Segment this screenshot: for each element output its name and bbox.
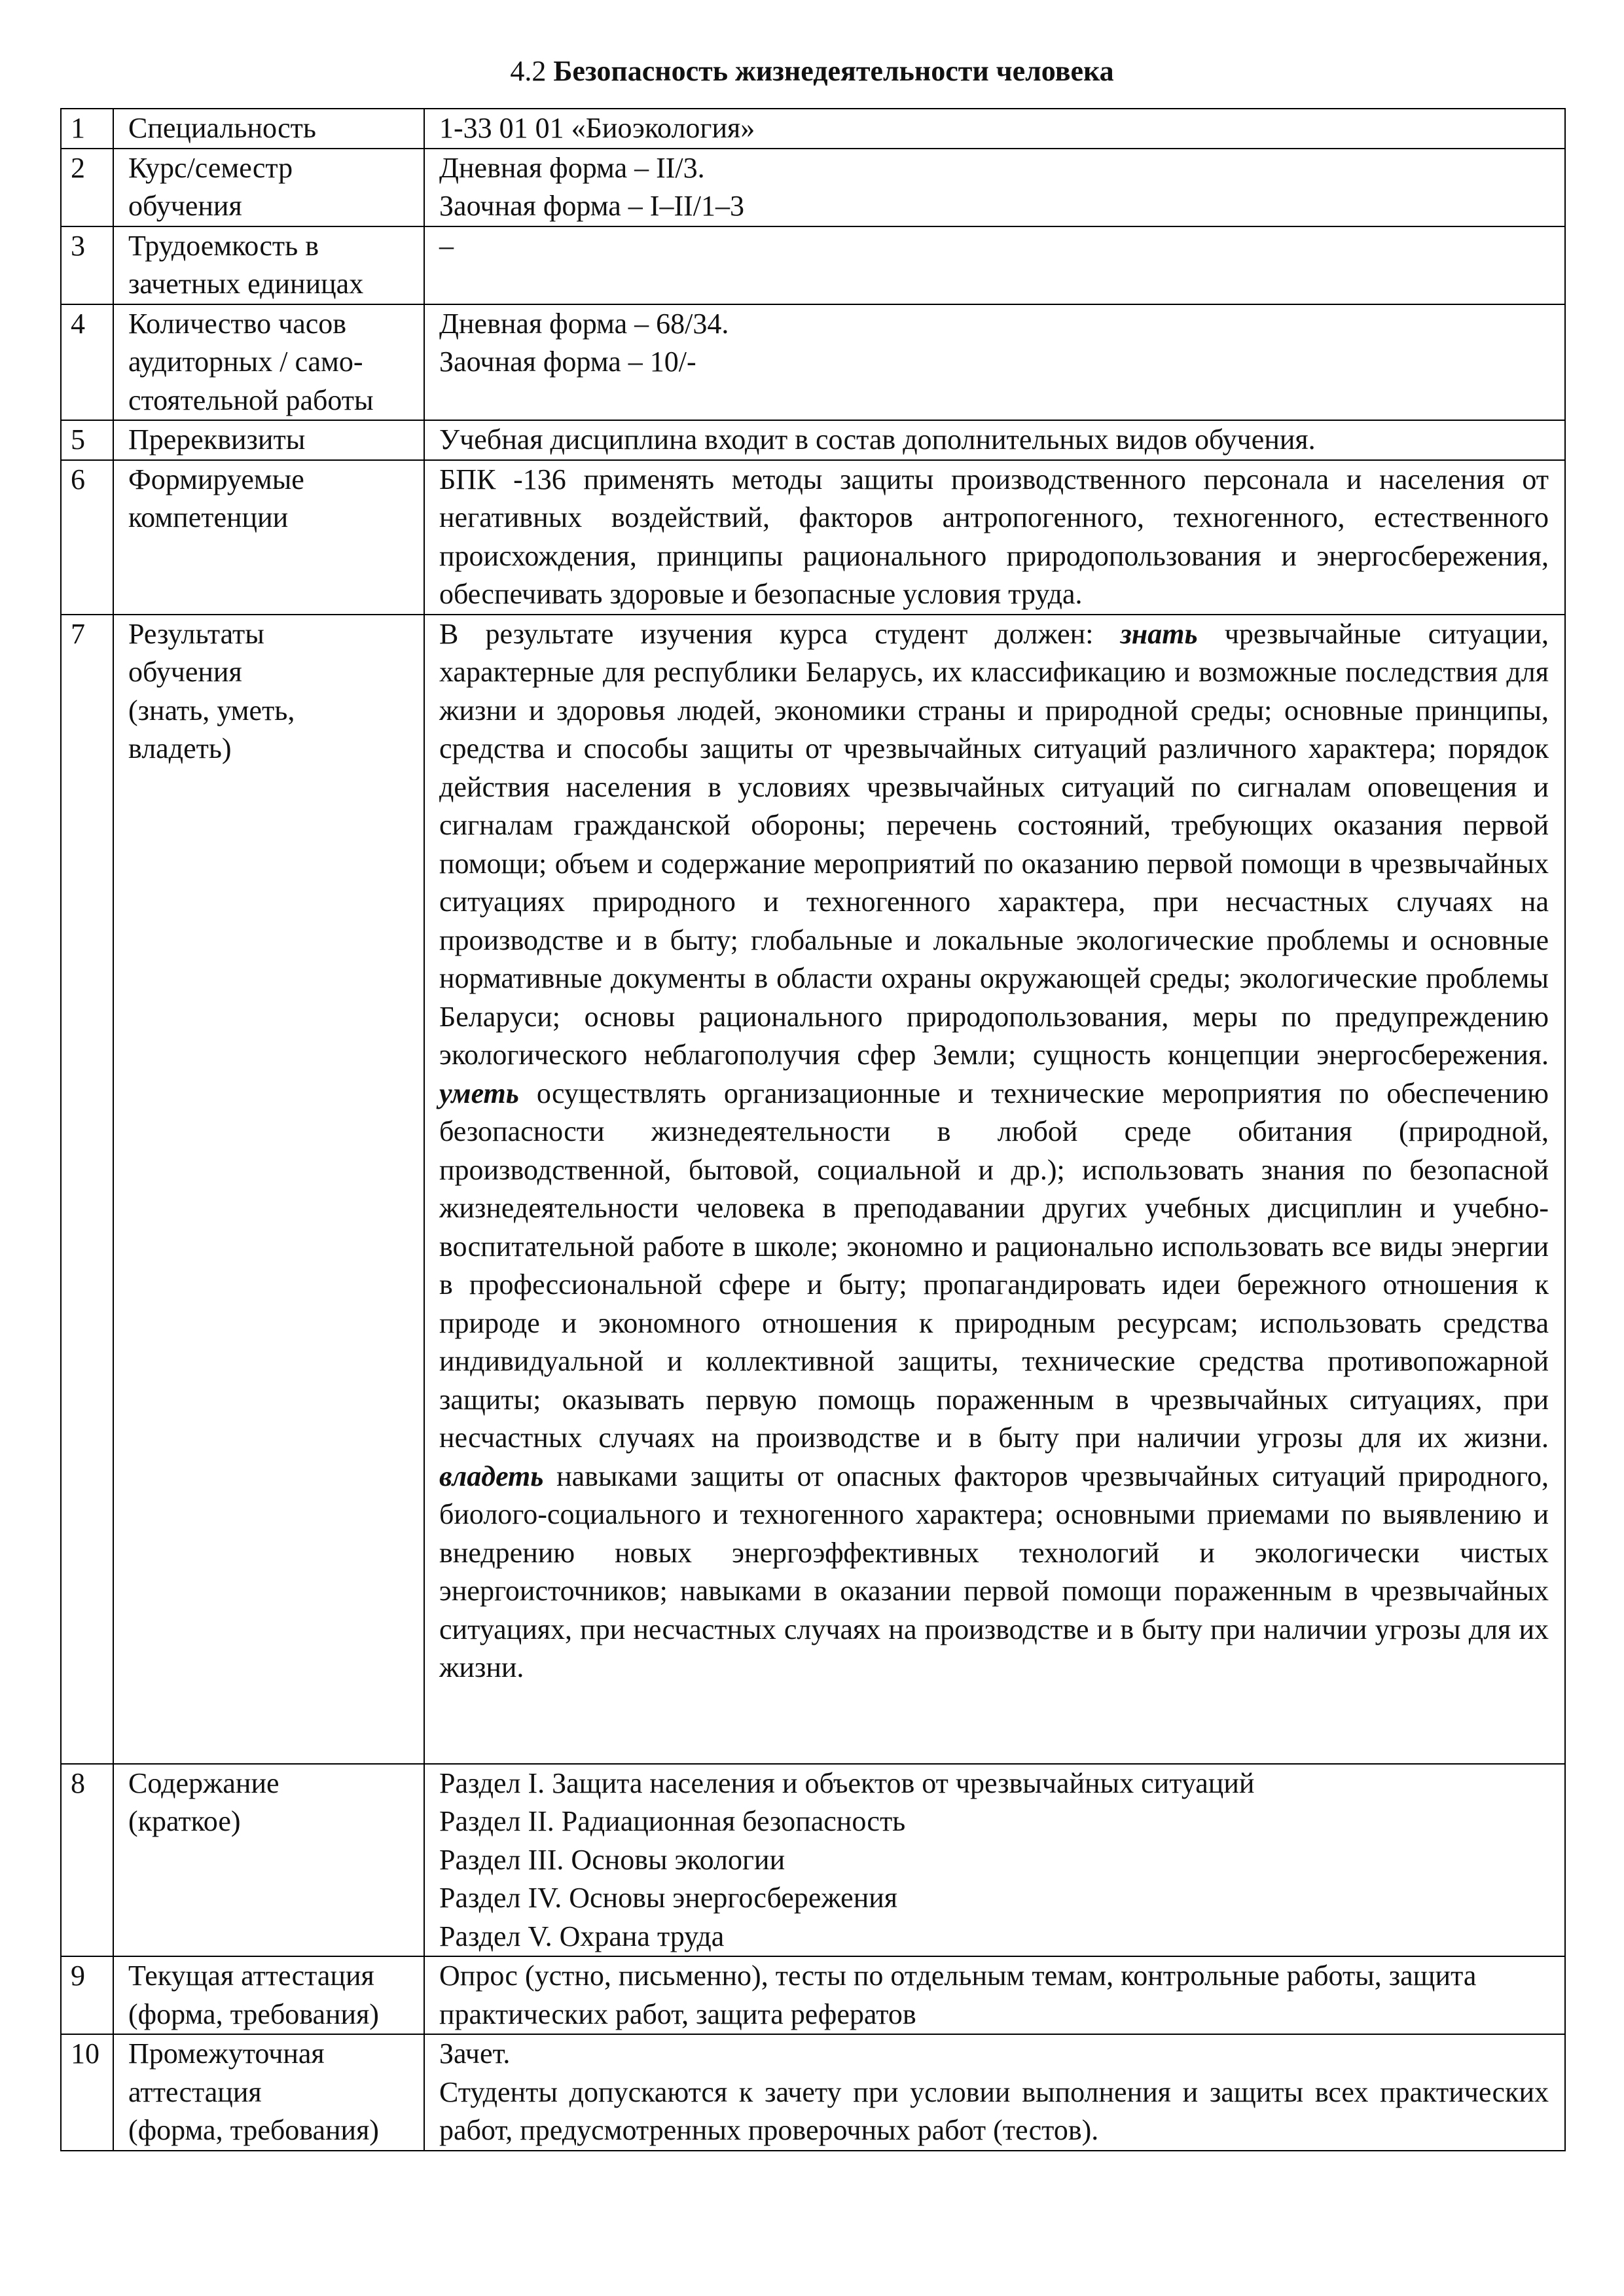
row-number: 5: [61, 420, 113, 460]
row-value: Опрос (устно, письменно), тесты по отдельным темам, контрольные работы, защита практических работ, защита рефератов: [424, 1956, 1565, 2034]
content-section: Раздел V. Охрана труда: [439, 1920, 725, 1952]
row-value: Дневная форма – 68/34. Заочная форма – 10/-: [424, 304, 1565, 421]
row-value: [424, 1764, 1565, 1957]
row-label: Содержание (краткое): [113, 1764, 424, 1957]
content-section: Раздел I. Защита населения и объектов от чрезвычайных ситуаций: [439, 1767, 1255, 1799]
content-section: Раздел II. Радиационная безопасность: [439, 1805, 906, 1837]
row-number: 7: [61, 615, 113, 1764]
row-label: Промежуточная аттестация (форма, требования): [113, 2034, 424, 2151]
table-row-prerequisites: [61, 420, 1565, 460]
keyword-know: знать: [1120, 617, 1198, 650]
row-value: БПК -136 применять методы защиты производственного персонала и населения от негативных воздействий, факторов антропогенного, техногенного, естественного происхождения, принципы рационального природопользования и энергосбережения, обеспечивать здоровые и безопасные условия труда.: [424, 460, 1565, 615]
content-section: Раздел IV. Основы энергосбережения: [439, 1882, 898, 1914]
row-label: Количество часов аудиторных / само- стоятельной работы: [113, 304, 424, 421]
row-label: Курс/семестр обучения: [113, 149, 424, 226]
row-number: 9: [61, 1956, 113, 2034]
table-row-intermediate-assessment: [61, 2034, 1565, 2151]
section-heading: [0, 51, 1624, 92]
row-label: Результаты обучения (знать, уметь, владеть): [113, 615, 424, 1764]
row-value: Зачет. Студенты допускаются к зачету при условии выполнения и защиты всех практических работ, предусмотренных проверочных работ (тестов).: [424, 2034, 1565, 2151]
row-number: 6: [61, 460, 113, 615]
outcomes-know: чрезвычайные ситуации, характерные для республики Беларусь, их классификацию и возможные последствия для жизни и здоровья людей, экономики страны и природной среды; основные принципы, средства и способы защиты от чрезвычайных ситуаций различного характера; порядок действия населения в условиях чрезвычайных ситуаций по сигналам оповещения и сигналам гражданской обороны; перечень состояний, требующих оказания первой помощи; объем и содержание мероприятий по оказанию первой помощи в чрезвычайных ситуациях природного и техногенного характера, при несчастных случаях на производстве и в быту; глобальные и локальные экологические проблемы и основные нормативные документы в области охраны окружающей среды; экологические проблемы Беларуси; основы рационального природопользования, меры по предупреждению экологического неблагополучия сфер Земли; сущность концепции энергосбережения.: [439, 617, 1549, 1071]
row-value: –: [424, 226, 1565, 304]
row-label: Формируемые компетенции: [113, 460, 424, 615]
row-value: Дневная форма – II/3. Заочная форма – I–II/1–3: [424, 149, 1565, 226]
outcomes-intro: В результате изучения курса студент должен:: [439, 617, 1094, 650]
keyword-own: владеть: [439, 1460, 544, 1492]
row-number: 4: [61, 304, 113, 421]
row-number: 1: [61, 109, 113, 149]
row-label: Пререквизиты: [113, 420, 424, 460]
discipline-table: [60, 108, 1566, 2151]
keyword-can: уметь: [439, 1077, 519, 1109]
row-number: 8: [61, 1764, 113, 1957]
table-row-current-assessment: [61, 1956, 1565, 2034]
row-value: [424, 615, 1565, 1764]
row-value: 1-33 01 01 «Биоэкология»: [424, 109, 1565, 149]
table-row-course-semester: [61, 149, 1565, 226]
row-label: Специальность: [113, 109, 424, 149]
outcomes-can: осуществлять организационные и технические мероприятия по обеспечению безопасности жизнедеятельности в любой среде обитания (природной, производственной, бытовой, социальной и др.); использовать знания по безопасной жизнедеятельности человека в преподавании других учебных дисциплин и учебно-воспитательной работе в школе; экономно и рационально использовать все виды энергии в профессиональной сфере и быту; пропагандировать идеи бережного отношения к природе и экономного отношения к природным ресурсам; использовать средства индивидуальной и коллективной защиты, технические средства противопожарной защиты; оказывать первую помощь пораженным в чрезвычайных ситуациях, при несчастных случаях на производстве и в быту при наличии угрозы для их жизни.: [439, 1077, 1549, 1454]
row-value: Учебная дисциплина входит в состав дополнительных видов обучения.: [424, 420, 1565, 460]
row-number: 3: [61, 226, 113, 304]
section-title: Безопасность жизнедеятельности человека: [553, 55, 1114, 87]
row-number: 10: [61, 2034, 113, 2151]
outcomes-own: навыками защиты от опасных факторов чрезвычайных ситуаций природного, биолого-социального и техногенного характера; основными приемами по выявлению и внедрению новых энергоэффективных технологий и экологически чистых энергоисточников; навыками в оказании первой помощи пораженным в чрезвычайных ситуациях, при несчастных случаях на производстве и в быту при наличии угрозы для их жизни.: [439, 1460, 1549, 1683]
row-label: Трудоемкость в зачетных единицах: [113, 226, 424, 304]
table-row-competencies: [61, 460, 1565, 615]
table-row-speciality: [61, 109, 1565, 149]
table-row-hours: [61, 304, 1565, 421]
section-number: 4.2: [510, 55, 547, 87]
row-number: 2: [61, 149, 113, 226]
table-row-credits: [61, 226, 1565, 304]
table-row-content: [61, 1764, 1565, 1957]
content-section: Раздел III. Основы экологии: [439, 1843, 785, 1876]
row-label: Текущая аттестация (форма, требования): [113, 1956, 424, 2034]
table-row-learning-outcomes: [61, 615, 1565, 1764]
